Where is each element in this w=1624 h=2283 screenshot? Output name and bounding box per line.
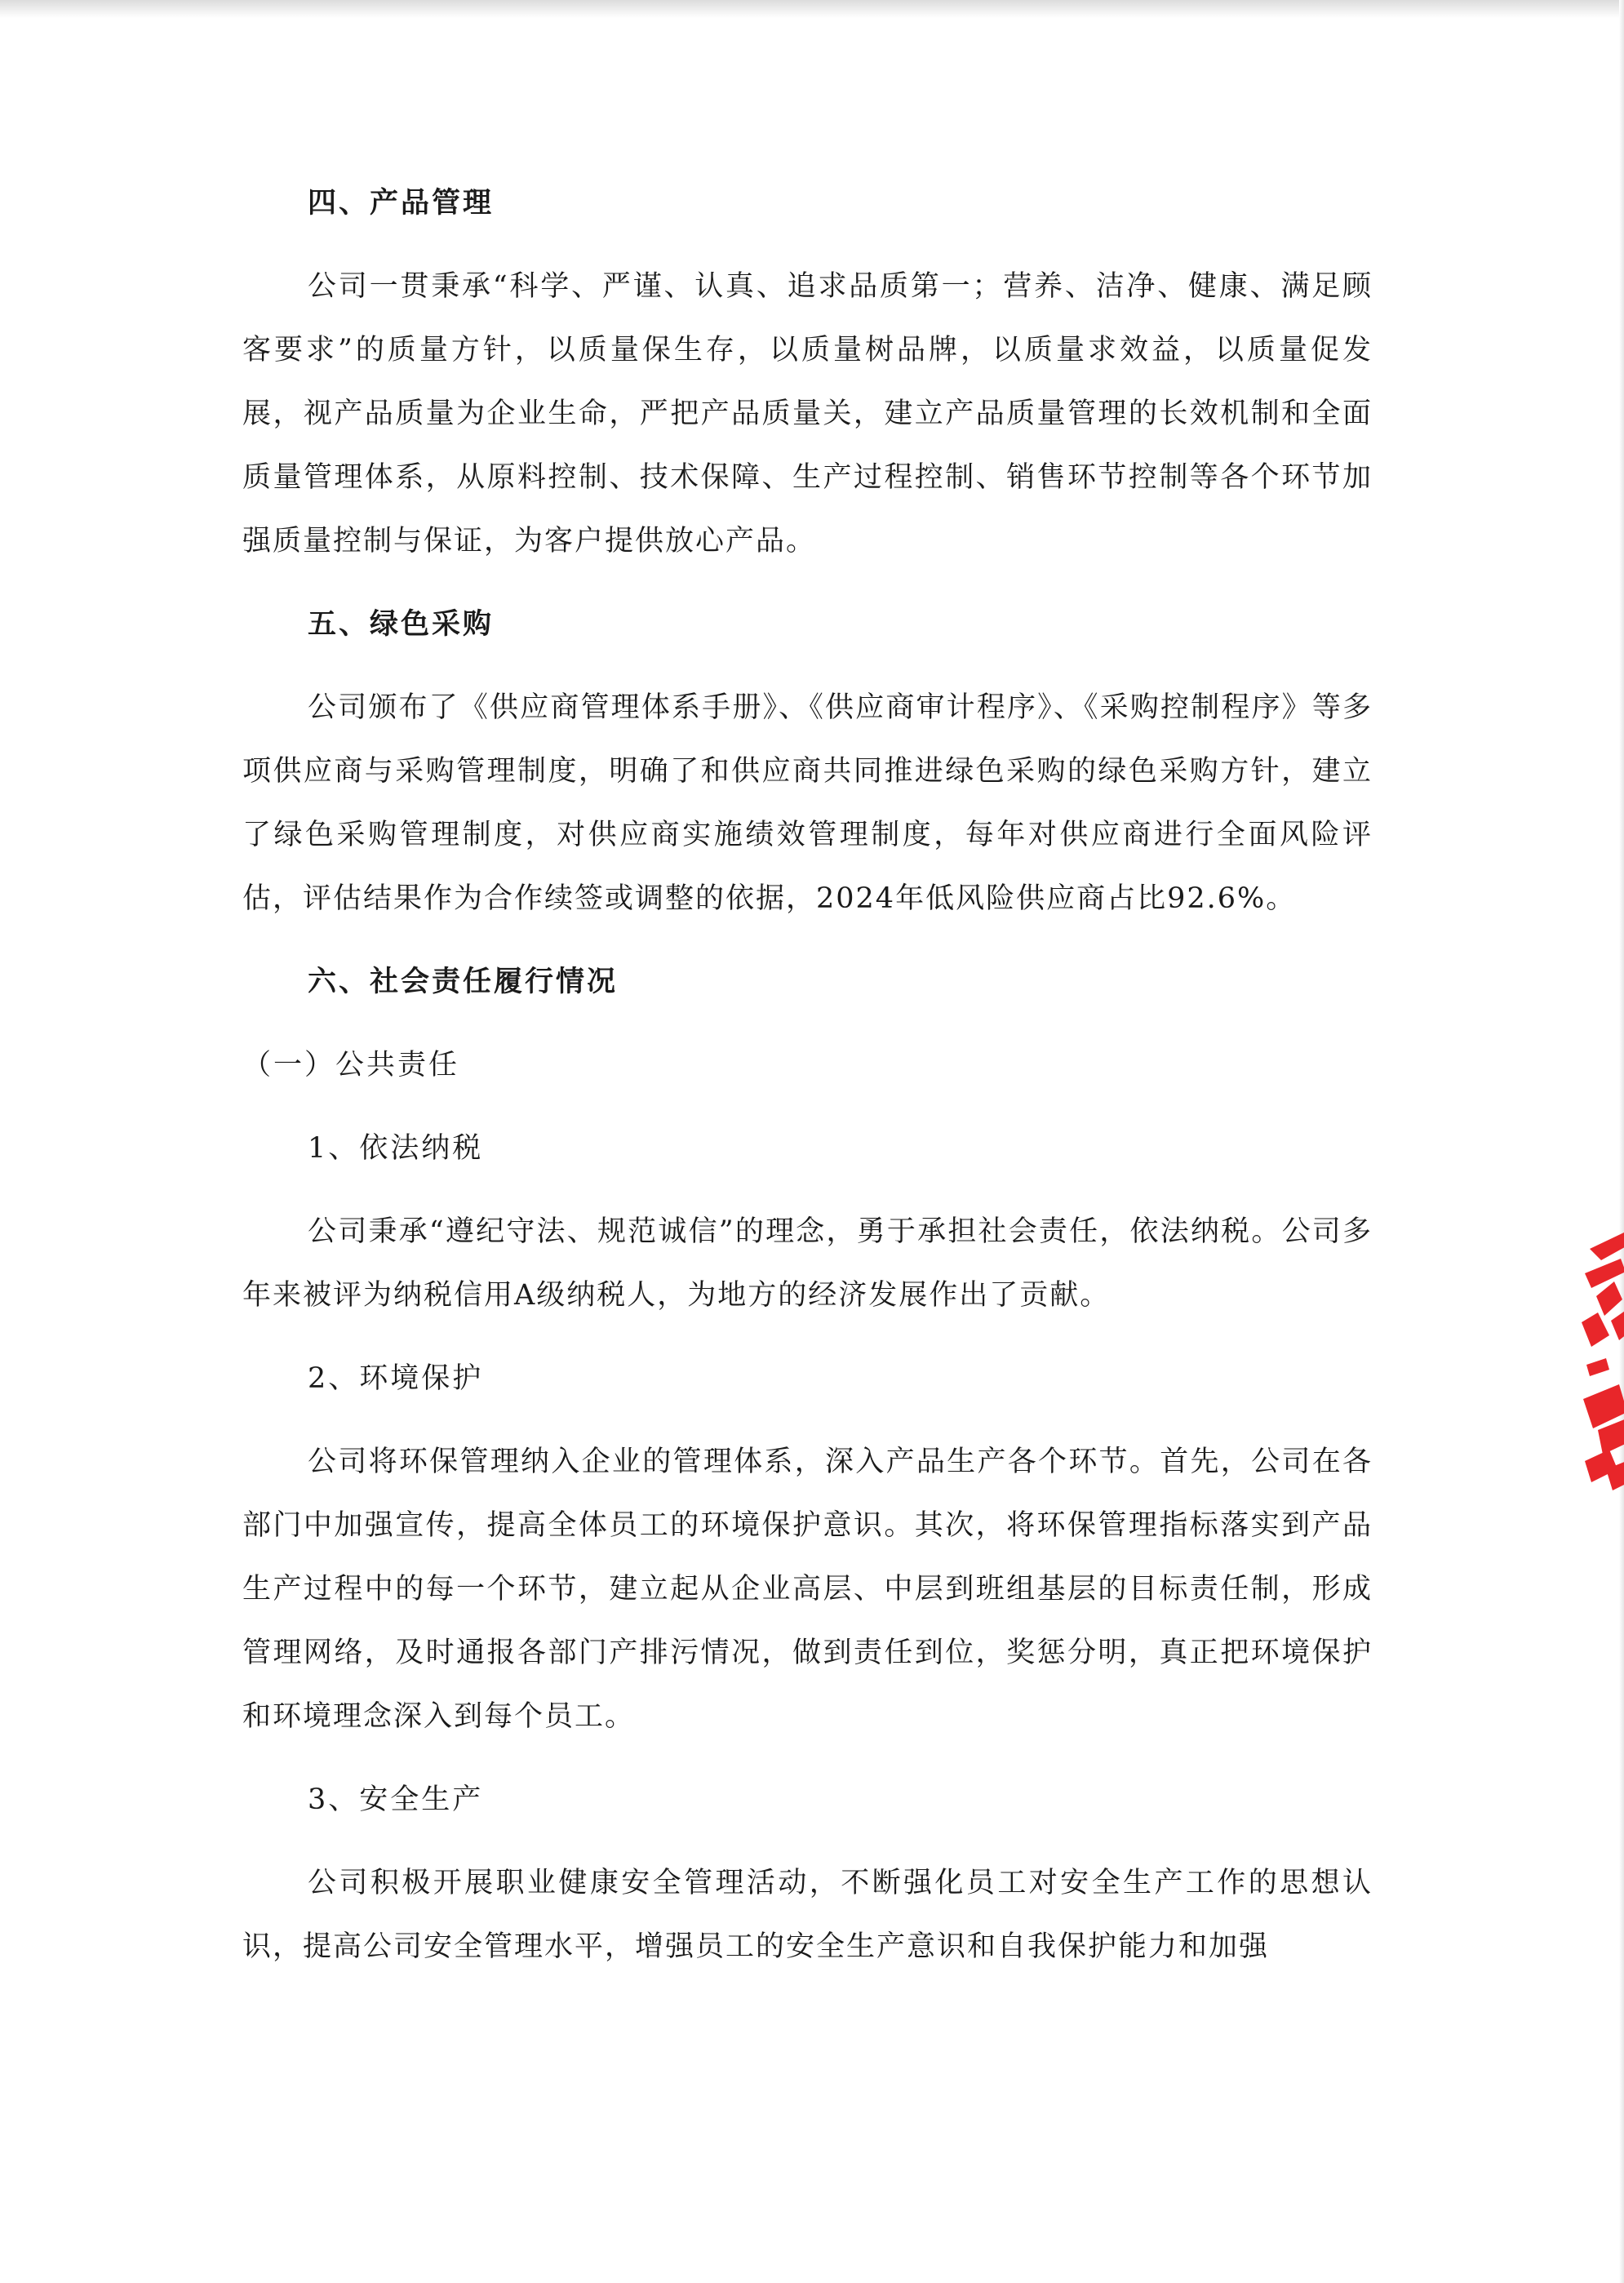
document-body xyxy=(242,171,1373,1979)
section-heading-product: 四、产品管理 xyxy=(308,187,495,220)
item-title-environment: 2、环境保护 xyxy=(308,1362,484,1395)
paragraph-tax: 公司秉承“遵纪守法、规范诚信”的理念，勇于承担社会责任，依法纳税。公司多年来被评为纳税信用A级纳税人，为地方的经济发展作出了贡献。 xyxy=(242,1215,1373,1312)
scan-right-edge xyxy=(1619,0,1624,2283)
paragraph-green-procurement: 公司颁布了《供应商管理体系手册》、《供应商审计程序》、《采购控制程序》等多项供应商与采购管理制度，明确了和供应商共同推进绿色采购的绿色采购方针，建立了绿色采购管理制度，对供应商实施绩效管理制度，每年对供应商进行全面风险评估，评估结果作为合作续签或调整的依据，2024年低风险供应商占比92.6%。 xyxy=(242,691,1373,915)
section-heading-social-responsibility: 六、社会责任履行情况 xyxy=(308,966,619,998)
paragraph-safety: 公司积极开展职业健康安全管理活动，不断强化员工对安全生产工作的思想认识，提高公司安全管理水平，增强员工的安全生产意识和自我保护能力和加强 xyxy=(242,1867,1373,1963)
red-seal-stamp xyxy=(1573,1224,1624,1510)
paragraph-product: 公司一贯秉承“科学、严谨、认真、追求品质第一；营养、洁净、健康、满足顾客要求”的质量方针，以质量保生存，以质量树品牌，以质量求效益，以质量促发展，视产品质量为企业生命，严把产品质量关，建立产品质量管理的长效机制和全面质量管理体系，从原料控制、技术保障、生产过程控制、销售环节控制等各个环节加强质量控制与保证，为客户提供放心产品。 xyxy=(242,270,1373,557)
section-heading-green-procurement: 五、绿色采购 xyxy=(308,608,495,641)
item-title-safety: 3、安全生产 xyxy=(308,1783,484,1816)
paragraph-environment: 公司将环保管理纳入企业的管理体系，深入产品生产各个环节。首先，公司在各部门中加强宣传，提高全体员工的环境保护意识。其次，将环保管理指标落实到产品生产过程中的每一个环节，建立起从企业高层、中层到班组基层的目标责任制，形成管理网络，及时通报各部门产排污情况，做到责任到位，奖惩分明，真正把环境保护和环境理念深入到每个员工。 xyxy=(242,1446,1373,1733)
scan-top-edge xyxy=(0,0,1624,18)
item-title-tax: 1、依法纳税 xyxy=(308,1132,484,1165)
subsection-title-public-responsibility: （一）公共责任 xyxy=(242,1049,460,1082)
